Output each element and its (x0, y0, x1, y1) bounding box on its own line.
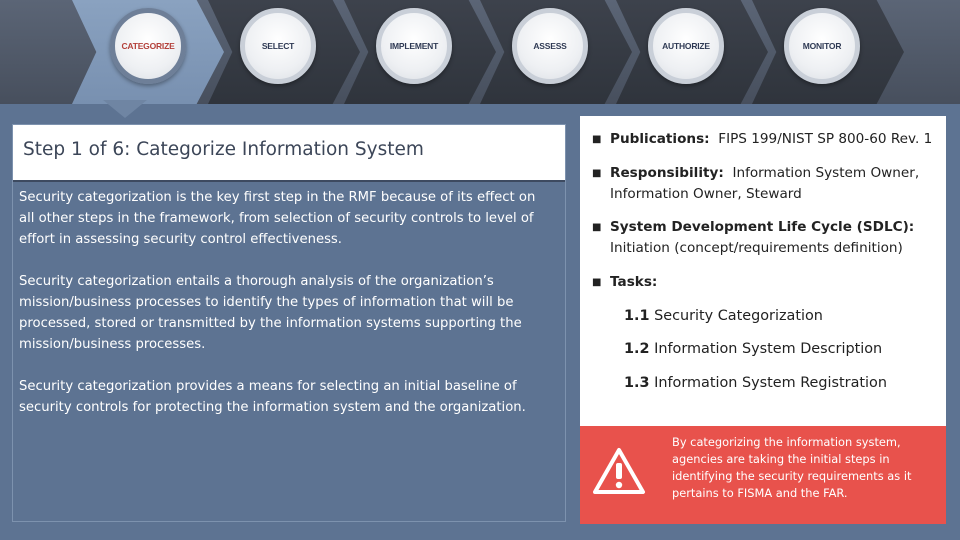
publications-value: FIPS 199/NIST SP 800-60 Rev. 1 (718, 131, 933, 147)
step-circle (648, 8, 724, 84)
task-text: Information System Description (654, 341, 883, 357)
step-circle (110, 8, 186, 84)
alert-text: By categorizing the information system, agencies are taking the initial steps in identifying the security requirements as it pertains to FISMA and the FAR. (672, 435, 912, 500)
step-label: AUTHORIZE (662, 41, 710, 51)
responsibility-value: Information System Owner, Information Owner, Steward (610, 165, 920, 202)
bullet-icon: ■ (592, 277, 602, 288)
step-circle (240, 8, 316, 84)
step-select[interactable] (208, 0, 360, 104)
rmf-steps-banner (0, 0, 960, 104)
responsibility-item (592, 163, 942, 205)
step-label: MONITOR (802, 41, 842, 51)
responsibility-label: Responsibility: (610, 165, 724, 181)
bullet-icon: ■ (592, 222, 602, 233)
warning-triangle-icon (592, 446, 646, 496)
step-label: ASSESS (533, 41, 567, 51)
publications-item (592, 129, 942, 150)
tasks-item (592, 272, 942, 293)
description-paragraph: Security categorization provides a means for selecting an initial baseline of security controls for protecting the information system and the organization. (19, 379, 526, 415)
description-paragraph: Security categorization entails a thorough analysis of the organization’s mission/business processes to identify the types of information that will be processed, stored or transmitted by the information systems supporting the mission/business processes. (19, 274, 522, 352)
task-number: 1.1 (624, 308, 650, 324)
task-number: 1.3 (624, 375, 650, 391)
step-categorize[interactable] (72, 0, 224, 104)
step-details-panel (580, 116, 946, 524)
task-number: 1.2 (624, 341, 650, 357)
task-item (624, 341, 882, 357)
step-label: SELECT (261, 41, 295, 51)
task-item (624, 375, 887, 391)
step-label: IMPLEMENT (389, 41, 439, 51)
bullet-icon: ■ (592, 134, 602, 145)
publications-label: Publications: (610, 131, 710, 147)
step-monitor[interactable] (752, 0, 904, 104)
step-description (19, 187, 554, 439)
tasks-label: Tasks: (610, 274, 658, 290)
sdlc-value: Initiation (concept/requirements definition) (610, 240, 903, 256)
step-implement[interactable] (344, 0, 496, 104)
step-title: Step 1 of 6: Categorize Information System (23, 139, 424, 160)
step-circle (376, 8, 452, 84)
bullet-icon: ■ (592, 168, 602, 179)
task-text: Security Categorization (654, 308, 823, 324)
active-step-pointer (103, 100, 147, 118)
step-label: CATEGORIZE (121, 41, 175, 51)
task-text: Information System Registration (654, 375, 887, 391)
sdlc-label: System Development Life Cycle (SDLC): (610, 219, 915, 235)
alert-callout (580, 426, 946, 524)
step-circle (784, 8, 860, 84)
task-item (624, 308, 823, 324)
step-assess[interactable] (480, 0, 632, 104)
step-header (13, 125, 565, 182)
sdlc-item (592, 217, 942, 259)
description-paragraph: Security categorization is the key first step in the RMF because of its effect on all other steps in the framework, from selection of security controls to level of effort in assessing security control effectiveness. (19, 190, 536, 247)
step-circle (512, 8, 588, 84)
step-authorize[interactable] (616, 0, 768, 104)
step-description-panel (12, 124, 566, 522)
